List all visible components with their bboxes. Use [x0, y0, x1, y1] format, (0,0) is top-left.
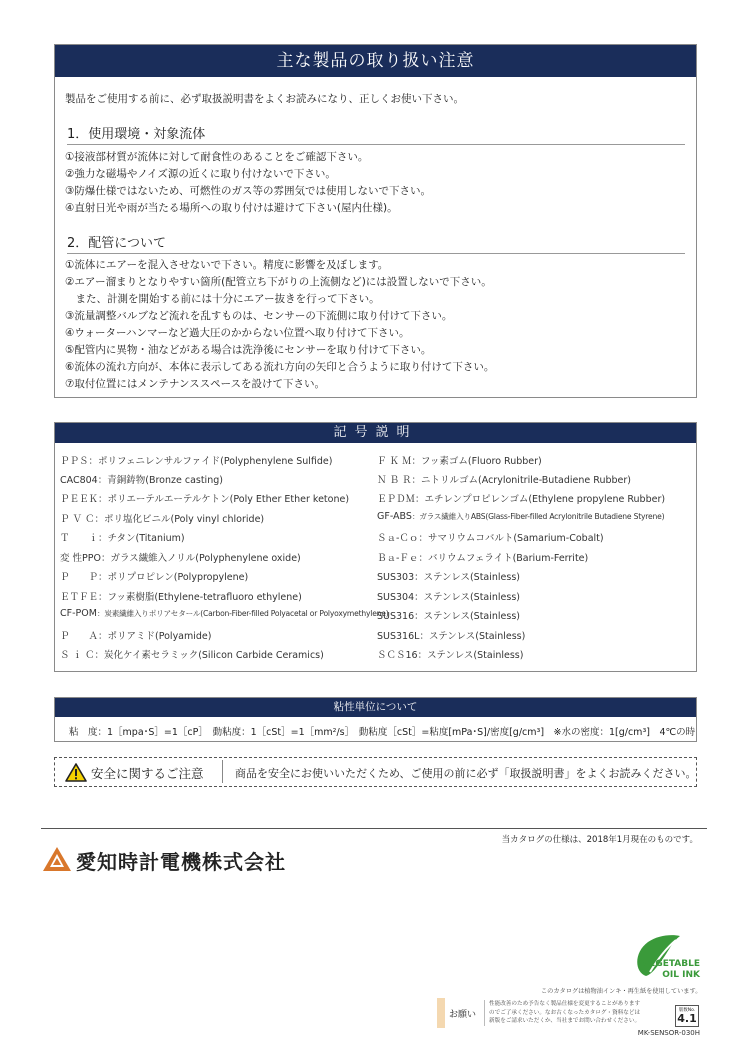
request-notice — [437, 998, 675, 1028]
symbol-row: ＥＴＦＥ：フッ素樹脂(Ethylene-tetrafluoro ethylene) — [60, 592, 302, 603]
company-logo-icon — [42, 846, 72, 872]
symbol-row: Ｓａ-Ｃｏ：サマリウムコバルト(Samarium-Cobalt) — [377, 533, 604, 544]
symbol-row: SUS304：ステンレス(Stainless) — [377, 592, 521, 603]
symbol-row: Ｔ ｉ：チタン(Titanium) — [60, 533, 185, 544]
revision-label: 版数No. — [678, 1008, 696, 1013]
symbol-row: CF-POM：炭素繊維入りポリアセタール(Carbon-Fiber-filled Polyacetal or Polyoxymethylene) — [60, 608, 389, 619]
list-item: ②強力な磁場やノイズ源の近くに取り付けないで下さい。 — [65, 168, 336, 180]
section-title-environment: 1．使用環境・対象流体 — [67, 123, 685, 145]
list-item: ④直射日光や雨が当たる場所への取り付けは避けて下さい(屋内仕様)。 — [65, 202, 398, 214]
symbol-row: 変 性PPO：ガラス繊維入ノリル(Polyphenylene oxide) — [60, 553, 301, 564]
vegetable-oil-ink-logo-icon — [628, 932, 702, 984]
warning-icon — [65, 763, 87, 782]
symbol-row: SUS316L：ステンレス(Stainless) — [377, 631, 526, 642]
list-item: ⑥流体の流れ方向が、本体に表示してある流れ方向の矢印と合うように取り付けて下さい。 — [65, 361, 495, 373]
symbols-title: 記号説明 — [55, 423, 696, 443]
divider — [484, 1000, 485, 1026]
viscosity-box — [54, 697, 697, 742]
spec-date-note: 当カタログの仕様は、2018年1月現在のものです。 — [501, 835, 698, 845]
list-item: ③流量調整バルブなど流れを乱すものは、センサーの下流側に取り付けて下さい。 — [65, 310, 453, 322]
revision-badge — [675, 1005, 699, 1027]
paper-note: このカタログは植物油インキ・再生紙を使用しています。 — [541, 988, 702, 995]
symbol-row: SUS303：ステンレス(Stainless) — [377, 572, 521, 583]
safety-label: 安全に関するご注意 — [91, 766, 204, 781]
veg-logo-line1: VEGETABLE — [642, 959, 700, 969]
request-label: お願い — [449, 1010, 477, 1020]
request-text: 性能改善のため予告なく製品仕様を変更することがあります のでご了承ください。なお古くなったカタログ・資料などは 新版をご請求いただくか、当社までお問い合わせください。 — [489, 1001, 641, 1025]
list-item: ⑤配管内に異物・油などがある場合は洗浄後にセンサーを取り付けて下さい。 — [65, 344, 432, 356]
symbol-row: GF-ABS：ガラス繊維入りABS(Glass-Fiber-filled Acrylonitrile Butadiene Styrene) — [377, 511, 665, 522]
symbol-row: CAC804：青銅鋳物(Bronze casting) — [60, 475, 223, 486]
divider — [222, 760, 223, 783]
list-item: ⑦取付位置にはメンテナンススペースを設けて下さい。 — [65, 378, 326, 390]
accent-bar — [437, 998, 445, 1028]
safety-notice — [54, 757, 697, 787]
revision-number: 4.1 — [677, 1012, 697, 1025]
footer-divider — [41, 828, 707, 829]
symbol-row: Ｎ Ｂ Ｒ：ニトリルゴム(Acrylonitrile-Butadiene Rubber) — [377, 475, 631, 486]
precautions-title: 主な製品の取り扱い注意 — [55, 45, 696, 77]
list-item: ④ウォーターハンマーなど過大圧のかからない位置へ取り付けて下さい。 — [65, 327, 410, 339]
symbol-row: Ｆ Ｋ Ｍ：フッ素ゴム(Fluoro Rubber) — [377, 456, 542, 467]
viscosity-title: 粘性単位について — [55, 698, 696, 717]
list-item: ①接液部材質が流体に対して耐食性のあることをご確認下さい。 — [65, 151, 369, 163]
precautions-box — [54, 44, 697, 398]
symbols-box — [54, 422, 697, 672]
symbol-row: Ｐ Ａ：ポリアミド(Polyamide) — [60, 631, 212, 642]
safety-text: 商品を安全にお使いいただくため、ご使用の前に必ず「取扱説明書」をよくお読みください。 — [235, 767, 697, 780]
list-item: ①流体にエアーを混入させないで下さい。精度に影響を及ぼします。 — [65, 259, 389, 271]
list-item: ③防爆仕様ではないため、可燃性のガス等の雰囲気では使用しないで下さい。 — [65, 185, 431, 197]
symbol-row: Ｐ Ｐ：ポリプロピレン(Polypropylene) — [60, 572, 249, 583]
symbol-row: ＥＰＤＭ：エチレンプロピレンゴム(Ethylene propylene Rubber) — [377, 494, 666, 505]
list-item: ②エアー溜まりとなりやすい箇所(配管立ち下がりの上流側など)には設置しないで下さい。 — [65, 276, 492, 288]
viscosity-text: 粘 度：1［mpa･S］=1［cP］ 動粘度：1［cSt］=1［mm²/s］ 動粘度［cSt］=粘度[mPa･S]/密度[g/cm³] ※水の密度：1[g/cm³] 4℃の時 — [69, 727, 696, 738]
symbol-row: ＳＣＳ16：ステンレス(Stainless) — [377, 650, 524, 661]
symbol-row: SUS316：ステンレス(Stainless) — [377, 611, 521, 622]
symbol-row: ＰＰＳ：ポリフェニレンサルファイド(Polyphenylene Sulfide) — [60, 456, 333, 467]
document-code: MK-SENSOR-030H — [637, 1029, 700, 1037]
symbol-row: ＰＥＥＫ：ポリエーテルエーテルケトン(Poly Ether Ether ketone) — [60, 494, 350, 505]
veg-logo-line2: OIL INK — [662, 970, 700, 980]
symbol-row: Ｓ ｉ Ｃ：炭化ケイ素セラミック(Silicon Carbide Ceramics) — [60, 650, 324, 661]
section-title-piping: 2．配管について — [67, 232, 685, 254]
symbol-row: Ｐ Ｖ Ｃ：ポリ塩化ビニル(Poly vinyl chloride) — [60, 514, 265, 525]
list-item: また、計測を開始する前には十分にエアー抜きを行って下さい。 — [65, 293, 380, 305]
symbol-row: Ｂａ-Ｆｅ：バリウムフェライト(Barium-Ferrite) — [377, 553, 589, 564]
precautions-intro: 製品をご使用する前に、必ず取扱説明書をよくお読みになり、正しくお使い下さい。 — [65, 93, 464, 105]
company-name: 愛知時計電機株式会社 — [76, 850, 286, 874]
